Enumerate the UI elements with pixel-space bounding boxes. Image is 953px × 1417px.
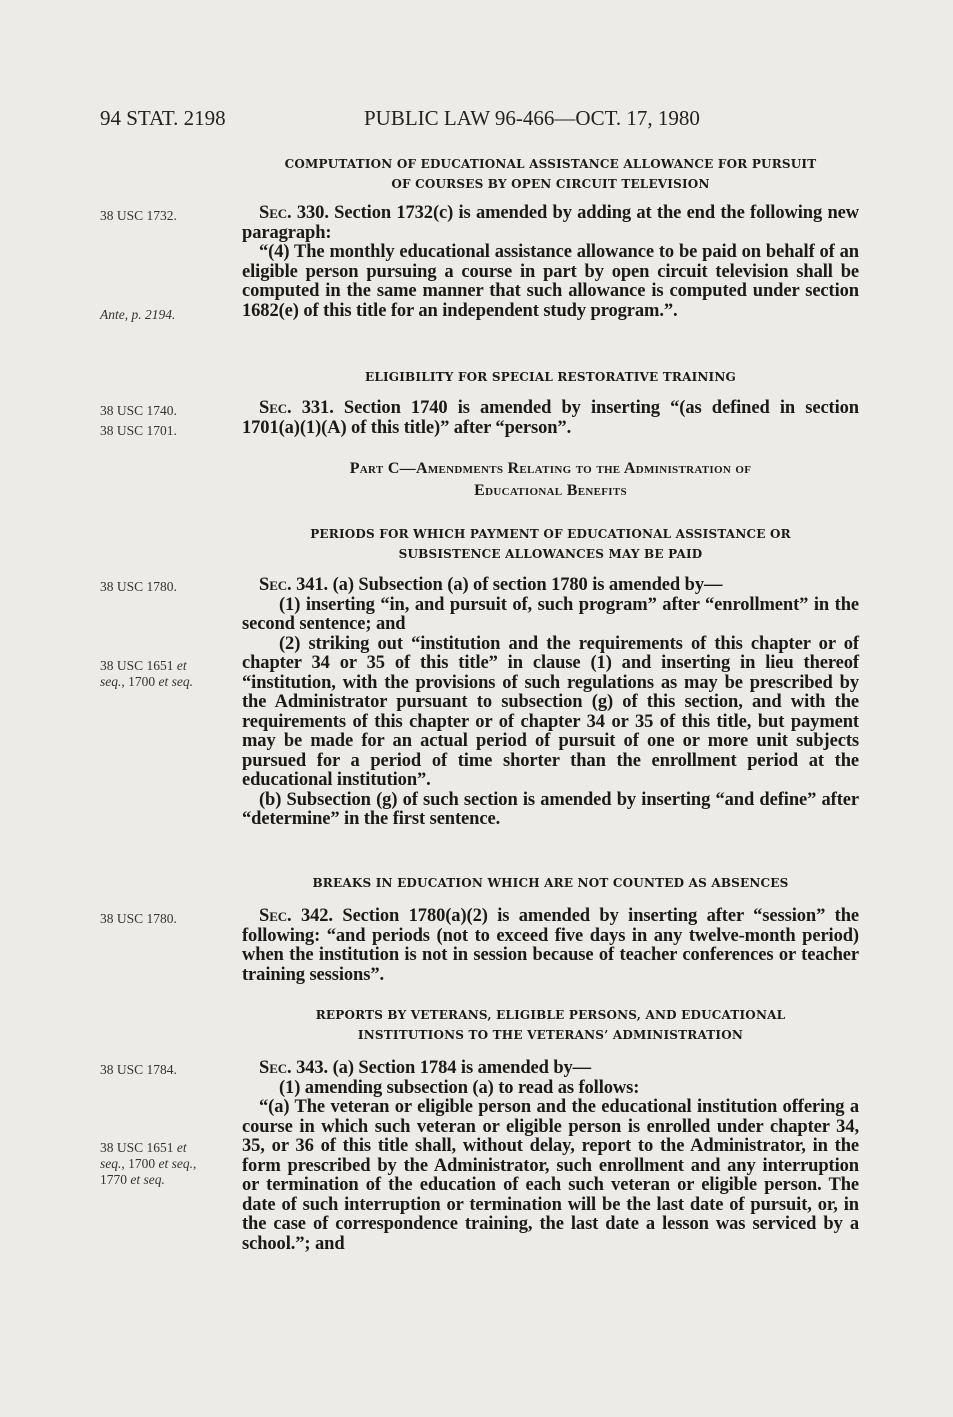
section-label: Sec. 342. bbox=[259, 906, 333, 926]
margin-note bbox=[100, 1140, 225, 1188]
section-heading: BREAKS IN EDUCATION WHICH ARE NOT COUNTED AS ABSENCES bbox=[312, 876, 789, 890]
section-heading bbox=[242, 1005, 859, 1045]
quoted-paragraph: “(a) The veteran or eligible person and the educational institution offering a course in which such veteran or eligible person is enrolled under chapter 34, 35, or 36 of this title shall, without delay, report to the Administrator, in the form prescribed by the Administrator, such enrollment and any interruption or termination of the education of each such veteran or eligible person. The date of such interruption or termination will be the last date of pursuit, or, in the case of correspondence training, the last date a lesson was serviced by a school.”; and bbox=[242, 1097, 859, 1254]
section-label: Sec. 343. bbox=[259, 1058, 329, 1078]
section-342 bbox=[242, 873, 859, 985]
margin-note-text: , bbox=[193, 1156, 197, 1171]
margin-note-text: et bbox=[176, 1140, 187, 1155]
margin-note bbox=[100, 658, 225, 690]
section-text bbox=[242, 204, 859, 243]
margin-note: 38 USC 1732. bbox=[100, 208, 177, 223]
margin-note-text: 38 USC 1651 bbox=[100, 1140, 177, 1155]
section-text bbox=[242, 1059, 859, 1079]
part-title-line: Educational Benefits bbox=[474, 482, 627, 499]
margin-note-text: et bbox=[176, 658, 187, 673]
margin-note-text: , 1700 bbox=[121, 674, 159, 689]
section-heading bbox=[242, 154, 859, 194]
margin-note bbox=[100, 307, 225, 323]
subsection-b: (b) Subsection (g) of such section is amended by inserting “and define” after “determine” in the first sentence. bbox=[242, 789, 859, 829]
heading-line: OF COURSES BY OPEN CIRCUIT TELEVISION bbox=[391, 177, 710, 191]
list-item: (2) striking out “institution and the requirements of this chapter or of chapter 34 or 35 of this title” in clause (1) and inserting in lieu thereof “institution, with the provisions of such regulations as may be prescribed by the Administrator pursuant to subsection (g) of this section, and with the requirements of this chapter or of chapter 34 or 35 of this title, but payment may be made for an actual period of pursuit of one or more unit subjects pursued for a period of time shorter than the enrollment period at the educational institution”. bbox=[242, 633, 859, 790]
margin-note: 38 USC 1740. bbox=[100, 403, 177, 418]
margin-note-text: 38 USC 1651 bbox=[100, 658, 177, 673]
stat-page-number: 94 STAT. 2198 bbox=[100, 106, 226, 130]
section-text bbox=[242, 576, 859, 596]
section-343 bbox=[242, 1005, 859, 1254]
margin-note: 38 USC 1780. bbox=[100, 579, 177, 594]
margin-note: 38 USC 1784. bbox=[100, 1062, 177, 1077]
heading-line: PERIODS FOR WHICH PAYMENT OF EDUCATIONAL ASSISTANCE OR bbox=[310, 527, 791, 541]
margin-note-text: 1770 bbox=[100, 1172, 131, 1187]
margin-note-text: seq. bbox=[100, 674, 122, 689]
list-item: (1) inserting “in, and pursuit of, such program” after “enrollment” in the second sentence; and bbox=[242, 594, 859, 634]
margin-note-text: et seq. bbox=[158, 1156, 193, 1171]
section-341 bbox=[242, 524, 859, 830]
quoted-paragraph: “(4) The monthly educational assistance allowance to be paid on behalf of an eligible person pursuing a course in part by open circuit television shall be computed in the same manner that such allowance is computed under section 1682(e) of this title for an independent study program.”. bbox=[242, 242, 859, 321]
margin-note: 38 USC 1701. bbox=[100, 423, 177, 438]
heading-line: COMPUTATION OF EDUCATIONAL ASSISTANCE ALLOWANCE FOR PURSUIT bbox=[284, 157, 817, 171]
section-body: Section 1732(c) is amended by adding at the end the following new paragraph: bbox=[242, 203, 859, 243]
margin-note: 38 USC 1780. bbox=[100, 911, 177, 926]
section-body: (a) Section 1784 is amended by— bbox=[328, 1058, 592, 1078]
section-body: Section 1780(a)(2) is amended by inserting after “session” the following: “and periods (not to exceed five days in any twelve-month period) when the institution is not in session because of teacher conferences or teacher training sessions”. bbox=[242, 906, 860, 985]
section-label: Sec. 331. bbox=[259, 398, 334, 418]
part-title-line: Part C—Amendments Relating to the Administration of bbox=[349, 460, 752, 477]
margin-note-text: et seq. bbox=[130, 1172, 165, 1187]
heading-line: SUBSISTENCE ALLOWANCES MAY BE PAID bbox=[398, 547, 703, 561]
part-c-title bbox=[242, 458, 859, 502]
margin-note-text: et seq. bbox=[158, 674, 193, 689]
section-body: Section 1740 is amended by inserting “(as defined in section 1701(a)(1)(A) of this title)” after “person”. bbox=[242, 398, 859, 438]
margin-note-text: Ante, p. 2194. bbox=[100, 307, 176, 322]
list-item: (1) amending subsection (a) to read as follows: bbox=[279, 1077, 640, 1098]
section-heading: ELIGIBILITY FOR SPECIAL RESTORATIVE TRAINING bbox=[365, 370, 736, 384]
margin-note-text: , 1700 bbox=[121, 1156, 159, 1171]
section-body: (a) Subsection (a) of section 1780 is amended by— bbox=[328, 575, 723, 595]
public-law-title: PUBLIC LAW 96-466—OCT. 17, 1980 bbox=[364, 106, 700, 130]
section-label: Sec. 341. bbox=[259, 575, 329, 595]
margin-note-text: seq. bbox=[100, 1156, 122, 1171]
section-label: Sec. 330. bbox=[259, 203, 329, 223]
section-text bbox=[242, 907, 859, 985]
heading-line: INSTITUTIONS TO THE VETERANS’ ADMINISTRATION bbox=[357, 1028, 744, 1042]
section-text bbox=[242, 399, 859, 438]
section-heading bbox=[242, 524, 859, 564]
heading-line: REPORTS BY VETERANS, ELIGIBLE PERSONS, AND EDUCATIONAL bbox=[315, 1008, 786, 1022]
section-331 bbox=[242, 367, 859, 438]
section-330 bbox=[242, 154, 859, 321]
